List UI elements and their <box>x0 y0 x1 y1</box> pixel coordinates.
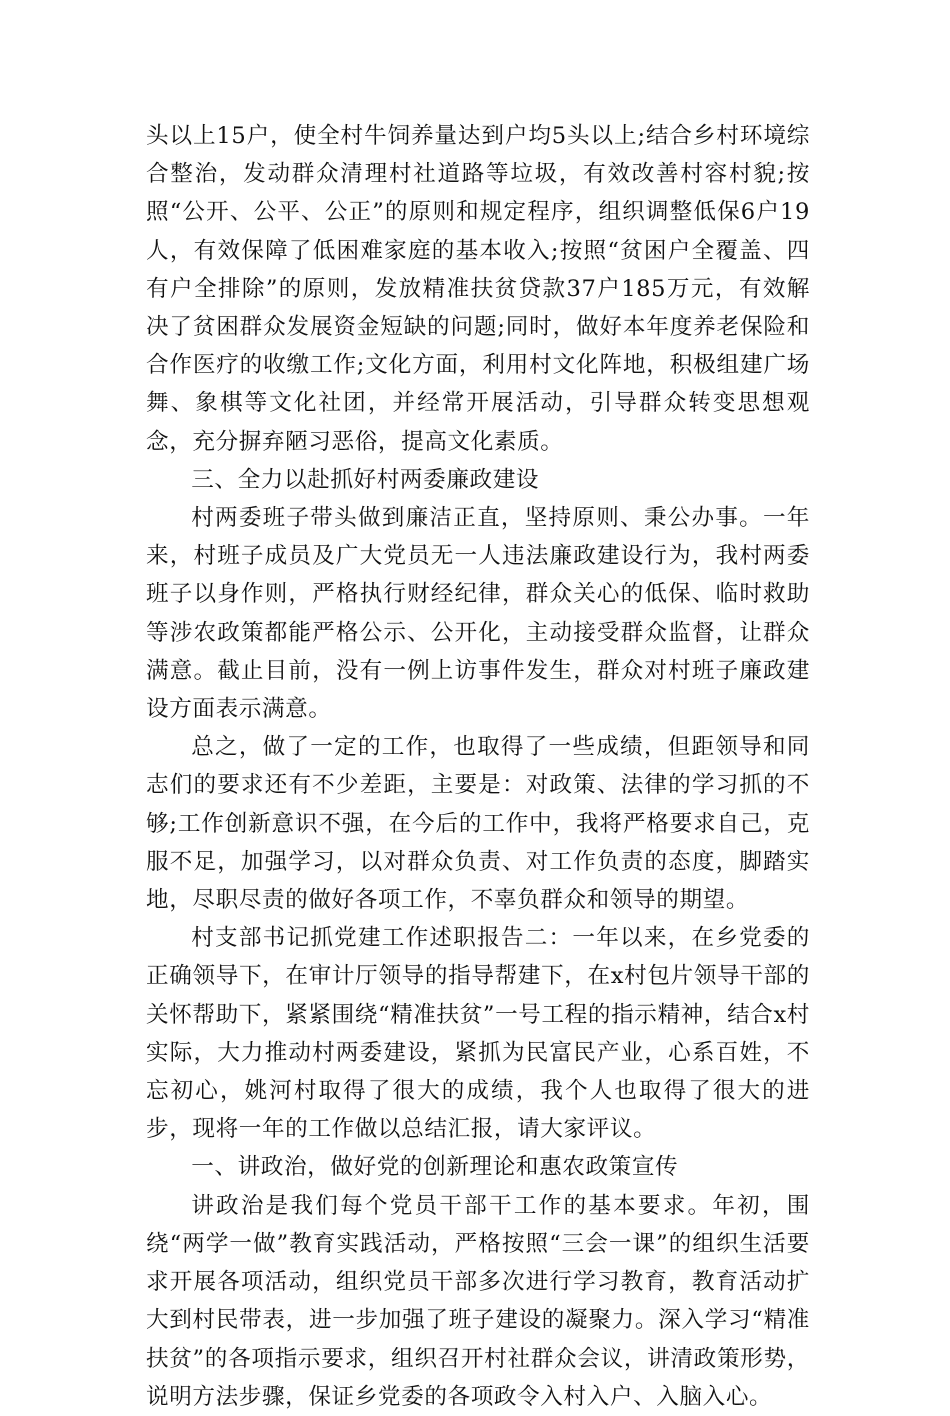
document-body <box>146 117 810 1416</box>
paragraph-politics-study: 讲政治是我们每个党员干部干工作的基本要求。年初，围绕“两学一做”教育实践活动，严格按照“三会一课”的组织生活要求开展各项活动，组织党员干部多次进行学习教育，教育活动扩大到村民带表，进一步加强了班子建设的凝聚力。深入学习“精准扶贫”的各项指示要求，组织召开村社群众会议，讲清政策形势，说明方法步骤，保证乡党委的各项政令入村入户、入脑入心。 <box>146 1192 810 1410</box>
paragraph-summary: 总之，做了一定的工作，也取得了一些成绩，但距领导和同志们的要求还有不少差距，主要是：对政策、法律的学习抓的不够;工作创新意识不强，在今后的工作中，我将严格要求自己，克服不足，加强学习，以对群众负责、对工作负责的态度，脚踏实地，尽职尽责的做好各项工作，不辜负群众和领导的期望。 <box>146 734 810 914</box>
paragraph-integrity-building: 村两委班子带头做到廉洁正直，坚持原则、秉公办事。一年来，村班子成员及广大党员无一人违法廉政建设行为，我村两委班子以身作则，严格执行财经纪律，群众关心的低保、临时救助等涉农政策都能严格公示、公开化，主动接受群众监督，让群众满意。截止目前，没有一例上访事件发生，群众对村班子廉政建设方面表示满意。 <box>146 505 810 723</box>
section-heading-integrity: 三、全力以赴抓好村两委廉政建设 <box>191 466 540 493</box>
paragraph-continued-rural-work: 头以上15户，使全村牛饲养量达到户均5头以上;结合乡村环境综合整治，发动群众清理村社道路等垃圾，有效改善村容村貌;按照“公开、公平、公正”的原则和规定程序，组织调整低保6户19人，有效保障了低困难家庭的基本收入;按照“贫困户全覆盖、四有户全排除”的原则，发放精准扶贫贷款37户185万元，有效解决了贫困群众发展资金短缺的问题;同时，做好本年度养老保险和合作医疗的收缴工作;文化方面，利用村文化阵地，积极组建广场舞、象棋等文化社团，并经常开展活动，引导群众转变思想观念，充分摒弃陋习恶俗，提高文化素质。 <box>146 123 810 455</box>
section-heading-politics: 一、讲政治，做好党的创新理论和惠农政策宣传 <box>191 1154 679 1181</box>
paragraph-report-two-intro: 村支部书记抓党建工作述职报告二：一年以来，在乡党委的正确领导下，在审计厅领导的指导帮建下，在x村包片领导干部的关怀帮助下，紧紧围绕“精准扶贫”一号工程的指示精神，结合x村实际，大力推动村两委建设，紧抓为民富民产业，心系百姓，不忘初心，姚河村取得了很大的成绩，我个人也取得了很大的进步，现将一年的工作做以总结汇报，请大家评议。 <box>146 925 810 1143</box>
